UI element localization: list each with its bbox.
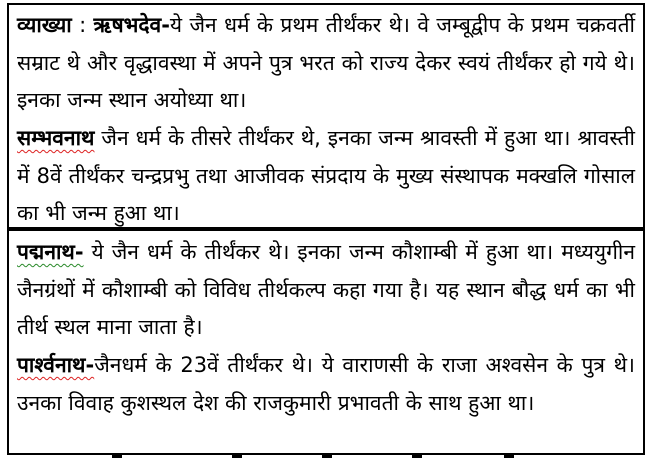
- text-parshvanath: जैनधर्म के 23वें तीर्थंकर थे। ये वाराणसी के राजा अश्वसेन के पुत्र थे। उनका विवाह कुशस्थल देश की राजकुमारी प्रभावती के साथ हुआ था।: [17, 353, 635, 415]
- heading-vyakhya: व्याख्या: [17, 13, 72, 37]
- term-sambhavnath: सम्भवनाथ: [17, 126, 95, 150]
- text-box-top: [7, 3, 645, 229]
- text-sambhavnath: जैन धर्म के तीसरे तीर्थंकर थे, इनका जन्म श्रावस्ती में हुआ था। श्रावस्ती में 8वें तीर्थंकर चन्द्रप्रभु तथा आजीवक संप्रदाय के मुख्य संस्थापक मक्खलि गोसाल का भी जन्म हुआ था।: [17, 126, 635, 225]
- paragraph-parshvanath: [17, 347, 635, 422]
- paragraph-sambhavnath: [17, 120, 635, 233]
- term-rishabhdev: ऋषभदेव-: [93, 13, 170, 37]
- paragraph-padmanath: [17, 234, 635, 347]
- paragraph-rishabhdev: [17, 7, 635, 120]
- heading-separator: :: [71, 13, 94, 37]
- text-rishabhdev: ये जैन धर्म के प्रथम तीर्थंकर थे। वे जम्बूद्वीप के प्रथम चक्रवर्ती सम्राट थे और वृद्धावस्था में अपने पुत्र भरत को राज्य देकर स्वयं तीर्थंकर हो गये थे। इनका जन्म स्थान अयोध्या था।: [17, 13, 635, 112]
- term-parshvanath: पार्श्वनाथ-: [17, 353, 95, 377]
- text-box-bottom: [7, 229, 645, 455]
- term-padmanath: पद्मनाथ-: [17, 240, 84, 264]
- text-padmanath: ये जैन धर्म के तीर्थंकर थे। इनका जन्म कौशाम्बी में हुआ था। मध्ययुगीन जैनग्रंथों में कौशाम्बी को विविध तीर्थकल्प कहा गया है। यह स्थान बौद्ध धर्म का भी तीर्थ स्थल माना जाता है।: [17, 240, 635, 339]
- cutoff-next-line-fragment: [112, 452, 552, 458]
